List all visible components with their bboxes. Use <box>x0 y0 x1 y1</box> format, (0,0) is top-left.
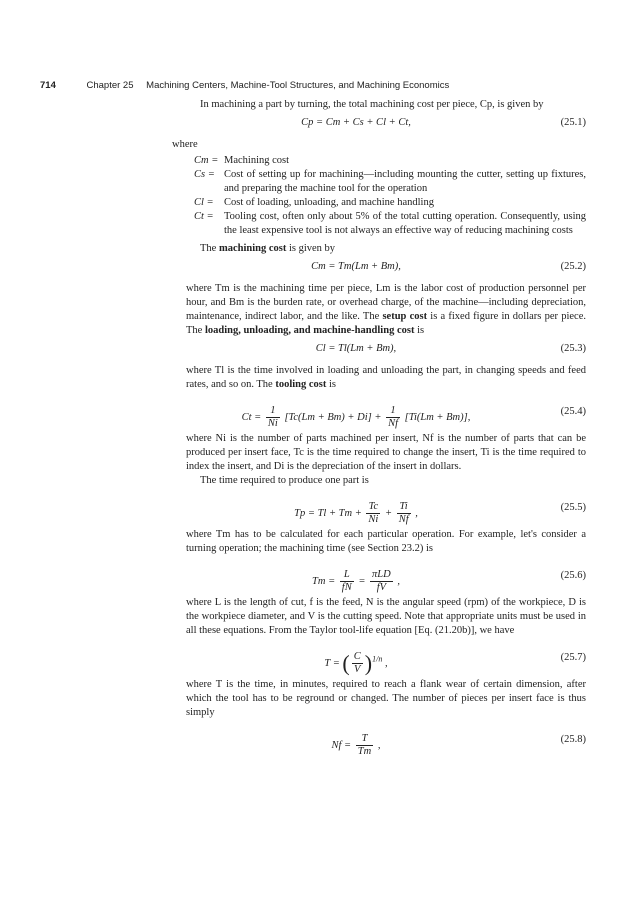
running-header <box>40 80 449 91</box>
equation-25-8 <box>186 724 586 756</box>
equation-formula: Cm = Tm(Lm + Bm), <box>311 261 401 272</box>
insert-paragraph: where Ni is the number of parts machined per insert, Nf is the number of parts that can be produced per insert face, Tc is the time required to change the insert, Ti is the time required to index the insert, and Di is the depreciation of the insert in dollars. <box>186 433 586 472</box>
equation-formula <box>186 733 526 758</box>
exponent: 1/n <box>372 654 383 664</box>
equation-25-1 <box>186 116 586 134</box>
definition-tooling-cost <box>194 210 586 238</box>
equation-25-7 <box>186 642 586 674</box>
intro-paragraph: In machining a part by turning, the total machining cost per piece, Cp, is given by <box>200 99 544 110</box>
denominator: Nf <box>388 418 398 429</box>
text-run: The <box>200 243 219 254</box>
equation-number: (25.1) <box>560 117 586 128</box>
equation-term: , <box>415 507 418 519</box>
numerator: 1 <box>266 405 280 418</box>
fraction <box>386 405 400 430</box>
equation-term: Tm = <box>312 575 336 587</box>
body-text <box>172 98 586 760</box>
definition-machining-cost <box>194 154 586 168</box>
fraction <box>352 651 363 676</box>
loading-time-paragraph <box>186 364 586 392</box>
numerator: πLD <box>372 569 391 580</box>
fraction <box>356 733 373 758</box>
equation-term: , <box>377 739 381 751</box>
equation-number: (25.7) <box>560 652 586 663</box>
numerator: Ti <box>397 501 411 514</box>
text-run: where Tm is the machining time per piece, Lm is the labor cost of production personnel per hour, and Bm is the burden rate, or overhead charge, of the machine—including depreciation, maintenance, indirect labor, and the like. The <box>186 283 586 322</box>
denominator: Ni <box>368 514 379 525</box>
equation-term: + <box>384 507 393 519</box>
numerator: Tc <box>366 501 380 514</box>
machining-cost-paragraph <box>186 242 586 256</box>
definition-symbol: Cl = <box>194 197 214 208</box>
equation-number: (25.4) <box>560 406 586 417</box>
bold-term: tooling cost <box>275 379 327 390</box>
equation-formula: Cl = Tl(Lm + Bm), <box>315 343 397 354</box>
text-run: where Tl is the time involved in loading and unloading the part, in changing speeds and feed rates, and so on. The <box>186 365 586 390</box>
chapter-title: Machining Centers, Machine-Tool Structures, and Machining Economics <box>146 80 450 91</box>
chapter-label: Chapter 25 <box>86 80 134 91</box>
production-time-intro: The time required to produce one part is <box>200 475 369 486</box>
text-run: is given by <box>286 243 336 254</box>
denominator: Ni <box>267 418 278 429</box>
close-paren: ) <box>364 650 373 676</box>
definition-symbol: Cs = <box>194 169 215 180</box>
equation-number: (25.2) <box>560 261 586 272</box>
denominator: Nf <box>398 514 409 525</box>
fraction <box>366 501 380 526</box>
equation-formula <box>186 405 526 430</box>
open-paren: ( <box>342 650 350 676</box>
definition-text: Tooling cost, often only about 5% of the total cutting operation. Consequently, using the least expensive tool is not always an effective way of reducing machining costs <box>224 211 586 236</box>
definition-loading-cost <box>194 196 586 210</box>
bold-term: setup cost <box>382 311 428 322</box>
variables-paragraph: where L is the length of cut, f is the feed, N is the angular speed (rpm) of the workpiece, D is the workpiece diameter, and V is the cutting speed. Note that appropriate units must be used in all these equations. From the Taylor tool-life equation [Eq. (21.20b)], we have <box>186 597 586 636</box>
equation-number: (25.5) <box>560 502 586 513</box>
numerator: T <box>356 733 373 746</box>
equation-formula <box>186 501 526 526</box>
equation-term: [Tc(Lm + Bm) + Di] + <box>284 411 382 423</box>
equation-term: = <box>358 575 366 587</box>
fraction <box>266 405 280 430</box>
equation-25-6 <box>186 560 586 592</box>
equation-term: Ct = <box>241 411 262 423</box>
equation-number: (25.8) <box>560 734 586 745</box>
equation-term: Tp = Tl + Tm + <box>294 507 362 519</box>
flank-wear-paragraph: where T is the time, in minutes, required to reach a flank wear of certain dimension, after which the tool has to be reground or changed. The number of pieces per insert face is thus simply <box>186 679 586 718</box>
text-run: is <box>326 379 337 390</box>
machining-time-paragraph <box>186 282 586 338</box>
equation-term: , <box>397 575 400 587</box>
numerator: C <box>353 651 361 662</box>
turning-paragraph: where Tm has to be calculated for each particular operation. For example, let's consider a turning operation; the machining time (see Section 23.2) is <box>186 529 586 554</box>
fraction <box>340 569 354 594</box>
equation-number: (25.6) <box>560 570 586 581</box>
definition-symbol: Ct = <box>194 211 214 222</box>
denominator: Tm <box>357 746 372 757</box>
definition-text: Machining cost <box>224 155 290 166</box>
text-run: is a fixed figure in dollars per piece. The <box>186 311 586 336</box>
equation-formula <box>186 569 526 594</box>
definition-list <box>194 154 586 238</box>
equation-formula: Cp = Cm + Cs + Cl + Ct, <box>301 117 411 128</box>
definition-text: Cost of loading, unloading, and machine handling <box>224 197 434 208</box>
equation-number: (25.3) <box>560 343 586 354</box>
definition-symbol: Cm = <box>194 155 219 166</box>
fraction <box>397 501 411 526</box>
equation-25-2 <box>186 260 586 278</box>
fraction <box>370 569 393 594</box>
equation-25-4 <box>186 396 586 428</box>
equation-term: T = <box>324 657 340 669</box>
numerator: L <box>340 569 354 582</box>
equation-term: [Ti(Lm + Bm)], <box>404 411 471 423</box>
definition-text: Cost of setting up for machining—including mounting the cutter, setting up fixtures, and preparing the machine tool for the operation <box>224 169 586 194</box>
definition-setup-cost <box>194 168 586 196</box>
numerator: 1 <box>386 405 400 418</box>
denominator: fN <box>341 582 352 593</box>
denominator: V <box>354 664 361 675</box>
equation-25-3 <box>186 342 586 360</box>
denominator: fV <box>376 582 387 593</box>
page-number: 714 <box>40 80 56 91</box>
equation-formula <box>186 651 526 676</box>
equation-25-5 <box>186 492 586 524</box>
bold-term: loading, unloading, and machine-handling cost <box>204 325 415 336</box>
text-run: is <box>414 325 425 336</box>
bold-term: machining cost <box>218 243 287 254</box>
equation-term: , <box>384 657 388 669</box>
where-label: where <box>172 139 198 150</box>
equation-term: Nf = <box>331 739 352 751</box>
